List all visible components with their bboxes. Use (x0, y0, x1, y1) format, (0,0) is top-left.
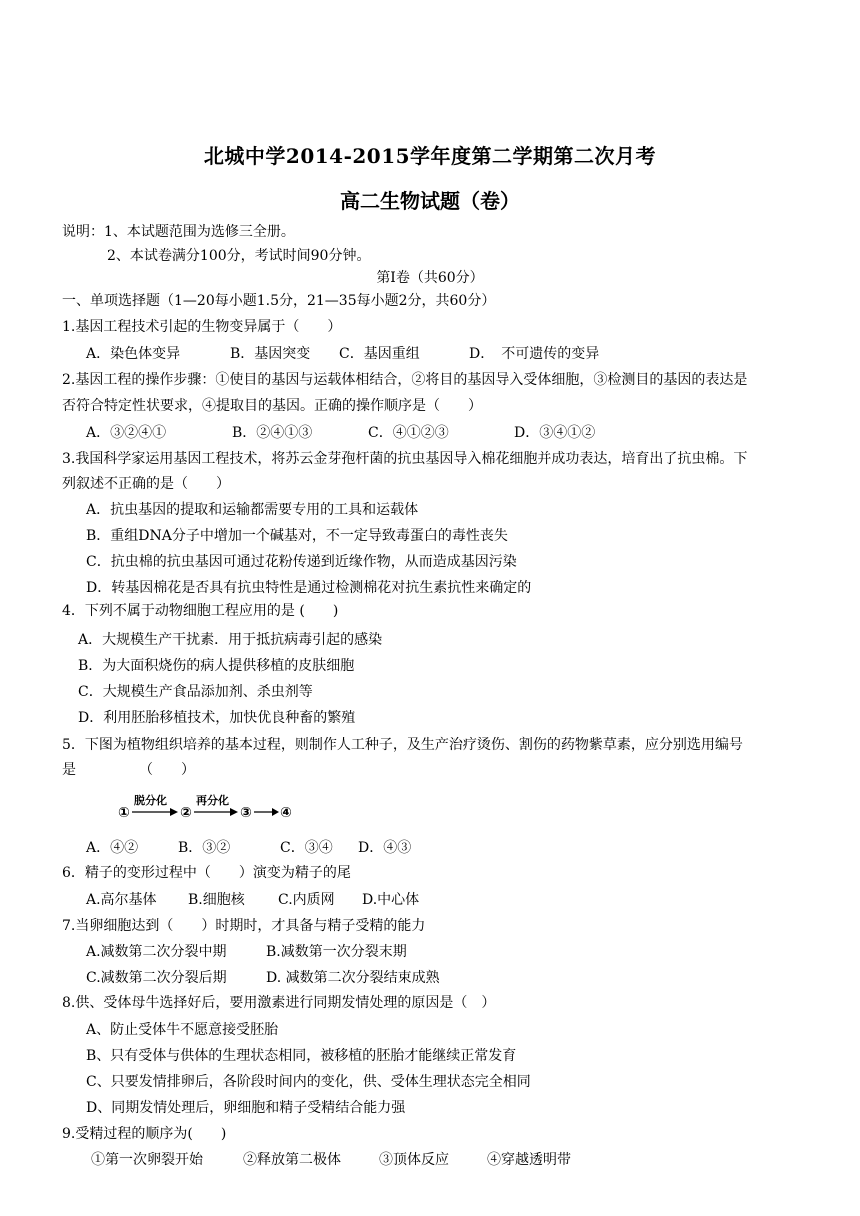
tissue-culture-flow-diagram (112, 790, 302, 824)
q1-option-d: D． 不可遗传的变异 (469, 346, 600, 362)
q8-option-d: D、同期发情处理后，卵细胞和精子受精结合能力强 (86, 1100, 406, 1116)
q9-step-4: ④穿越透明带 (487, 1152, 571, 1168)
volume-heading: 第Ⅰ卷（共60分） (376, 270, 484, 286)
note-line-1: 说明：1、本试题范围为选修三全册。 (62, 224, 295, 240)
q6-options (86, 890, 419, 910)
q2-stem-line-1: 2.基因工程的操作步骤：①使目的基因与运载体相结合，②将目的基因导入受体细胞，③检测目的基因的表达是 (62, 372, 748, 388)
q4-option-a: A．大规模生产干扰素．用于抵抗病毒引起的感染 (78, 632, 383, 648)
exam-title: 北城中学2014-2015学年度第二学期第二次月考 (203, 144, 657, 168)
q7-options-row-1 (86, 942, 407, 962)
q9-steps (91, 1150, 571, 1170)
flow-node-4: ④ (280, 805, 292, 821)
q5-option-a: A．④② (86, 840, 139, 856)
q8-option-c: C、只要发情排卵后，各阶段时间内的变化，供、受体生理状态完全相同 (86, 1074, 531, 1090)
q6-stem: 6．精子的变形过程中（ ）演变为精子的尾 (62, 865, 351, 881)
q1-option-c: C．基因重组 (339, 346, 420, 362)
q7-option-b: B.减数第一次分裂末期 (266, 944, 407, 960)
q6-option-c: C.内质网 (278, 892, 335, 908)
q8-stem: 8.供、受体母牛选择好后，要用激素进行同期发情处理的原因是（ ） (62, 995, 496, 1011)
section-heading: 一、单项选择题（1—20每小题1.5分，21—35每小题2分，共60分） (62, 293, 496, 309)
flow-node-1: ① (118, 805, 130, 821)
q7-option-a: A.减数第二次分裂中期 (86, 944, 227, 960)
q4-stem: 4．下列不属于动物细胞工程应用的是 ( ) (62, 603, 339, 619)
q2-option-a: A．③②④① (86, 425, 167, 441)
q1-option-b: B．基因突变 (230, 346, 311, 362)
q1-options (86, 344, 599, 364)
q5-option-d: D．④③ (358, 840, 412, 856)
q3-option-d: D．转基因棉花是否具有抗虫特性是通过检测棉花对抗生素抗性来确定的 (86, 580, 532, 596)
q3-option-c: C．抗虫棉的抗虫基因可通过花粉传递到近缘作物，从而造成基因污染 (86, 554, 517, 570)
q5-stem-line-2: 是 （ ） (62, 762, 195, 778)
q9-step-1: ①第一次卵裂开始 (91, 1152, 203, 1168)
q3-option-b: B．重组DNA分子中增加一个碱基对，不一定导致毒蛋白的毒性丧失 (86, 528, 508, 544)
q5-option-b: B．③② (178, 840, 231, 856)
flow-arrowhead-1 (170, 808, 178, 816)
q2-options (86, 423, 595, 443)
q2-option-b: B．②④①③ (232, 425, 313, 441)
flow-arrowhead-3 (272, 808, 279, 816)
flow-node-2: ② (180, 805, 192, 821)
flow-node-3: ③ (240, 805, 252, 821)
q7-option-c: C.减数第二次分裂后期 (86, 970, 227, 986)
q5-options (86, 838, 411, 858)
q2-option-c: C．④①②③ (368, 425, 449, 441)
exam-subtitle: 高二生物试题（卷） (340, 189, 520, 213)
q9-step-2: ②释放第二极体 (243, 1152, 341, 1168)
q4-option-d: D．利用胚胎移植技术，加快优良种畜的繁殖 (78, 710, 356, 726)
q2-stem-line-2: 否符合特定性状要求，④提取目的基因。正确的操作顺序是（ ） (62, 398, 482, 414)
q7-stem: 7.当卵细胞达到（ ）时期时，才具备与精子受精的能力 (62, 918, 426, 934)
q4-option-c: C．大规模生产食品添加剂、杀虫剂等 (78, 684, 313, 700)
q6-option-a: A.高尔基体 (86, 892, 157, 908)
q8-option-b: B、只有受体与供体的生理状态相同，被移植的胚胎才能继续正常发育 (86, 1048, 517, 1064)
q7-options-row-2 (86, 968, 440, 988)
q9-stem: 9.受精过程的顺序为( ) (62, 1126, 227, 1142)
q9-step-3: ③顶体反应 (379, 1152, 449, 1168)
q1-option-a: A．染色体变异 (86, 346, 181, 362)
flow-arrowhead-2 (230, 808, 238, 816)
q7-option-d: D. 减数第二次分裂结束成熟 (266, 970, 440, 986)
q5-stem-line-1: 5．下图为植物组织培养的基本过程，则制作人工种子，及生产治疗烫伤、割伤的药物紫草素，应分别选用编号 (62, 737, 743, 753)
q3-option-a: A．抗虫基因的提取和运输都需要专用的工具和运载体 (86, 502, 419, 518)
q3-stem-line-1: 3.我国科学家运用基因工程技术，将苏云金芽孢杆菌的抗虫基因导入棉花细胞并成功表达，培育出了抗虫棉。下 (62, 451, 748, 467)
q6-option-d: D.中心体 (362, 892, 420, 908)
q4-option-b: B．为大面积烧伤的病人提供移植的皮肤细胞 (78, 658, 355, 674)
flow-label-redifferentiation: 再分化 (196, 794, 229, 807)
q3-stem-line-2: 列叙述不正确的是（ ） (62, 476, 230, 492)
q2-option-d: D．③④①② (514, 425, 596, 441)
note-line-2: 2、本试卷满分100分，考试时间90分钟。 (107, 248, 371, 264)
q1-stem: 1.基因工程技术引起的生物变异属于（ ） (62, 319, 342, 335)
q6-option-b: B.细胞核 (188, 892, 245, 908)
q8-option-a: A、防止受体牛不愿意接受胚胎 (86, 1022, 279, 1038)
flow-label-dedifferentiation: 脱分化 (134, 794, 167, 807)
q5-option-c: C．③④ (280, 840, 333, 856)
